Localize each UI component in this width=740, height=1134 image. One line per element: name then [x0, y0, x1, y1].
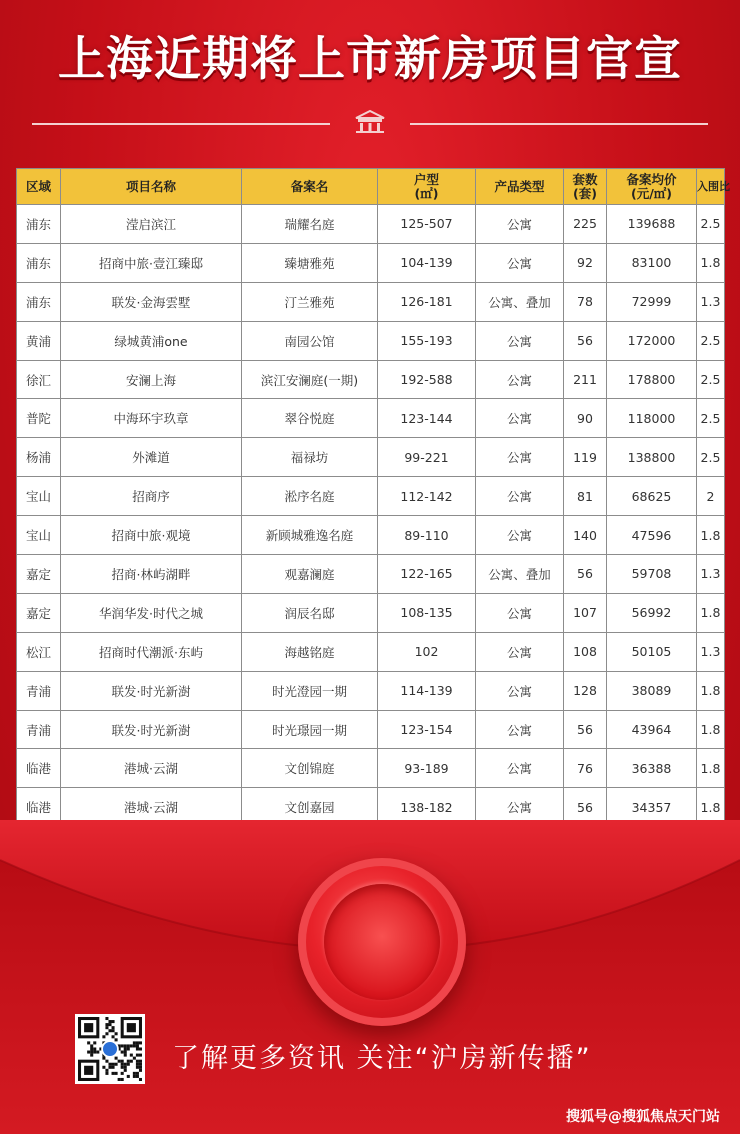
cell-layout: 114-139 — [378, 671, 476, 710]
cell-units: 56 — [564, 321, 607, 360]
cell-record-name: 福禄坊 — [242, 438, 378, 477]
cell-price: 118000 — [607, 399, 697, 438]
cell-area: 临港 — [17, 788, 61, 827]
cell-units: 225 — [564, 205, 607, 244]
cell-area: 普陀 — [17, 399, 61, 438]
cell-layout: 122-165 — [378, 555, 476, 594]
cell-project: 联发·时光新澍 — [61, 710, 242, 749]
cell-price: 68625 — [607, 477, 697, 516]
cell-project: 港城·云湖 — [61, 749, 242, 788]
cell-area: 松江 — [17, 632, 61, 671]
cell-record-name: 臻塘雅苑 — [242, 243, 378, 282]
cell-ratio: 2.5 — [697, 399, 725, 438]
cell-units: 90 — [564, 399, 607, 438]
cell-type: 公寓 — [476, 516, 564, 555]
cell-layout: 192-588 — [378, 360, 476, 399]
header-units-line1: 套数 — [572, 171, 598, 187]
cell-price: 50105 — [607, 632, 697, 671]
cell-record-name: 翠谷悦庭 — [242, 399, 378, 438]
table-row — [17, 205, 725, 244]
cell-area: 青浦 — [17, 671, 61, 710]
cell-layout: 104-139 — [378, 243, 476, 282]
cell-units: 211 — [564, 360, 607, 399]
cell-ratio: 2.5 — [697, 205, 725, 244]
table-row — [17, 477, 725, 516]
cell-units: 128 — [564, 671, 607, 710]
cell-type: 公寓 — [476, 360, 564, 399]
cell-area: 徐汇 — [17, 360, 61, 399]
table-row — [17, 516, 725, 555]
cell-price: 172000 — [607, 321, 697, 360]
cell-layout: 125-507 — [378, 205, 476, 244]
cell-record-name: 文创嘉园 — [242, 788, 378, 827]
header-type: 产品类型 — [476, 169, 564, 205]
cell-layout: 138-182 — [378, 788, 476, 827]
projects-table — [16, 168, 730, 827]
cell-ratio: 1.8 — [697, 788, 725, 827]
table-body — [17, 205, 725, 827]
cell-price: 178800 — [607, 360, 697, 399]
cell-project: 招商·林屿湖畔 — [61, 555, 242, 594]
cell-record-name: 汀兰雅苑 — [242, 282, 378, 321]
table-row — [17, 671, 725, 710]
table-row — [17, 438, 725, 477]
cell-record-name: 淞序名庭 — [242, 477, 378, 516]
cell-area: 黄浦 — [17, 321, 61, 360]
table-row — [17, 360, 725, 399]
cell-units: 56 — [564, 710, 607, 749]
cell-layout: 123-144 — [378, 399, 476, 438]
cell-project: 中海环宇玖章 — [61, 399, 242, 438]
cell-area: 浦东 — [17, 282, 61, 321]
cell-type: 公寓 — [476, 477, 564, 516]
header-price-line1: 备案均价 — [626, 171, 677, 187]
cell-type: 公寓 — [476, 749, 564, 788]
cell-project: 安澜上海 — [61, 360, 242, 399]
cell-units: 92 — [564, 243, 607, 282]
header-units — [564, 169, 607, 205]
cell-layout: 99-221 — [378, 438, 476, 477]
cell-ratio: 1.8 — [697, 749, 725, 788]
cell-project: 华润华发·时代之城 — [61, 593, 242, 632]
header-area: 区域 — [17, 169, 61, 205]
cell-type: 公寓 — [476, 438, 564, 477]
cell-layout: 126-181 — [378, 282, 476, 321]
header-layout-line2: (㎡) — [414, 185, 439, 201]
divider-left — [32, 123, 330, 125]
header-ratio: 入围比 — [697, 169, 725, 205]
cell-price: 36388 — [607, 749, 697, 788]
header-layout — [378, 169, 476, 205]
cell-layout: 112-142 — [378, 477, 476, 516]
cell-price: 34357 — [607, 788, 697, 827]
cell-ratio: 2.5 — [697, 360, 725, 399]
cell-area: 浦东 — [17, 243, 61, 282]
header-units-line2: (套) — [573, 185, 597, 201]
follow-message: 了解更多资讯 关注“沪房新传播” — [172, 1043, 592, 1074]
cell-ratio: 1.8 — [697, 710, 725, 749]
cell-type: 公寓 — [476, 788, 564, 827]
cell-project: 招商序 — [61, 477, 242, 516]
cell-type: 公寓 — [476, 632, 564, 671]
cell-type: 公寓 — [476, 321, 564, 360]
cell-type: 公寓 — [476, 710, 564, 749]
cell-record-name: 滨江安澜庭(一期) — [242, 360, 378, 399]
cell-units: 56 — [564, 555, 607, 594]
cell-ratio: 1.3 — [697, 282, 725, 321]
envelope-seal — [298, 858, 466, 1026]
cell-units: 119 — [564, 438, 607, 477]
cell-type: 公寓 — [476, 243, 564, 282]
cell-record-name: 文创锦庭 — [242, 749, 378, 788]
cell-project: 联发·时光新澍 — [61, 671, 242, 710]
qr-code[interactable] — [75, 1014, 145, 1084]
cell-price: 59708 — [607, 555, 697, 594]
cell-area: 嘉定 — [17, 593, 61, 632]
cell-area: 临港 — [17, 749, 61, 788]
table-row — [17, 593, 725, 632]
cell-price: 139688 — [607, 205, 697, 244]
cell-ratio: 1.8 — [697, 516, 725, 555]
cell-type: 公寓、叠加 — [476, 282, 564, 321]
table-row — [17, 710, 725, 749]
cell-units: 107 — [564, 593, 607, 632]
cell-area: 青浦 — [17, 710, 61, 749]
table-row — [17, 555, 725, 594]
cell-units: 76 — [564, 749, 607, 788]
cell-area: 杨浦 — [17, 438, 61, 477]
cell-ratio: 2.5 — [697, 438, 725, 477]
table-row — [17, 632, 725, 671]
cell-record-name: 润辰名邸 — [242, 593, 378, 632]
cell-type: 公寓 — [476, 399, 564, 438]
cell-record-name: 时光璟园一期 — [242, 710, 378, 749]
cell-project: 招商中旅·壹江臻邸 — [61, 243, 242, 282]
table-row — [17, 321, 725, 360]
cell-ratio: 1.3 — [697, 555, 725, 594]
cell-units: 56 — [564, 788, 607, 827]
table-row — [17, 399, 725, 438]
qr-code-icon — [78, 1017, 142, 1081]
cell-units: 108 — [564, 632, 607, 671]
cell-area: 嘉定 — [17, 555, 61, 594]
cell-project: 招商中旅·观境 — [61, 516, 242, 555]
cell-project: 港城·云湖 — [61, 788, 242, 827]
header-layout-line1: 户型 — [413, 171, 439, 187]
cell-units: 81 — [564, 477, 607, 516]
header-project: 项目名称 — [61, 169, 242, 205]
cell-project: 联发·金海雲墅 — [61, 282, 242, 321]
page-title: 上海近期将上市新房项目官宣 — [58, 32, 682, 87]
cell-project: 招商时代潮派·东屿 — [61, 632, 242, 671]
footer-watermark: 搜狐号@搜狐焦点天门站 — [566, 1109, 720, 1125]
table-row — [17, 243, 725, 282]
cell-layout: 155-193 — [378, 321, 476, 360]
cell-area: 宝山 — [17, 516, 61, 555]
cell-type: 公寓、叠加 — [476, 555, 564, 594]
table-header-row — [17, 169, 725, 205]
cell-record-name: 瑞耀名庭 — [242, 205, 378, 244]
cell-record-name: 观嘉澜庭 — [242, 555, 378, 594]
header-record-name: 备案名 — [242, 169, 378, 205]
cell-record-name: 时光澄园一期 — [242, 671, 378, 710]
cell-price: 43964 — [607, 710, 697, 749]
envelope-seal-center — [324, 884, 440, 1000]
cell-project: 滢启滨江 — [61, 205, 242, 244]
header-price — [607, 169, 697, 205]
cell-layout: 93-189 — [378, 749, 476, 788]
cell-project: 外滩道 — [61, 438, 242, 477]
cell-ratio: 2.5 — [697, 321, 725, 360]
cell-price: 72999 — [607, 282, 697, 321]
cell-ratio: 1.3 — [697, 632, 725, 671]
house-ornament-icon — [352, 108, 388, 134]
table-row — [17, 282, 725, 321]
cell-units: 140 — [564, 516, 607, 555]
cell-price: 138800 — [607, 438, 697, 477]
cell-price: 56992 — [607, 593, 697, 632]
cell-type: 公寓 — [476, 671, 564, 710]
cell-ratio: 2 — [697, 477, 725, 516]
cell-price: 38089 — [607, 671, 697, 710]
cell-ratio: 1.8 — [697, 243, 725, 282]
cell-record-name: 南园公馆 — [242, 321, 378, 360]
cell-type: 公寓 — [476, 593, 564, 632]
cell-type: 公寓 — [476, 205, 564, 244]
cell-area: 浦东 — [17, 205, 61, 244]
cell-project: 绿城黄浦one — [61, 321, 242, 360]
header-price-line2: (元/㎡) — [631, 185, 672, 201]
cell-layout: 89-110 — [378, 516, 476, 555]
table-row — [17, 749, 725, 788]
cell-record-name: 海越铭庭 — [242, 632, 378, 671]
cell-price: 47596 — [607, 516, 697, 555]
cell-price: 83100 — [607, 243, 697, 282]
cell-layout: 123-154 — [378, 710, 476, 749]
cell-layout: 108-135 — [378, 593, 476, 632]
cell-record-name: 新顾城雅逸名庭 — [242, 516, 378, 555]
cell-ratio: 1.8 — [697, 593, 725, 632]
cell-layout: 102 — [378, 632, 476, 671]
divider-right — [410, 123, 708, 125]
cell-area: 宝山 — [17, 477, 61, 516]
cell-units: 78 — [564, 282, 607, 321]
cell-ratio: 1.8 — [697, 671, 725, 710]
